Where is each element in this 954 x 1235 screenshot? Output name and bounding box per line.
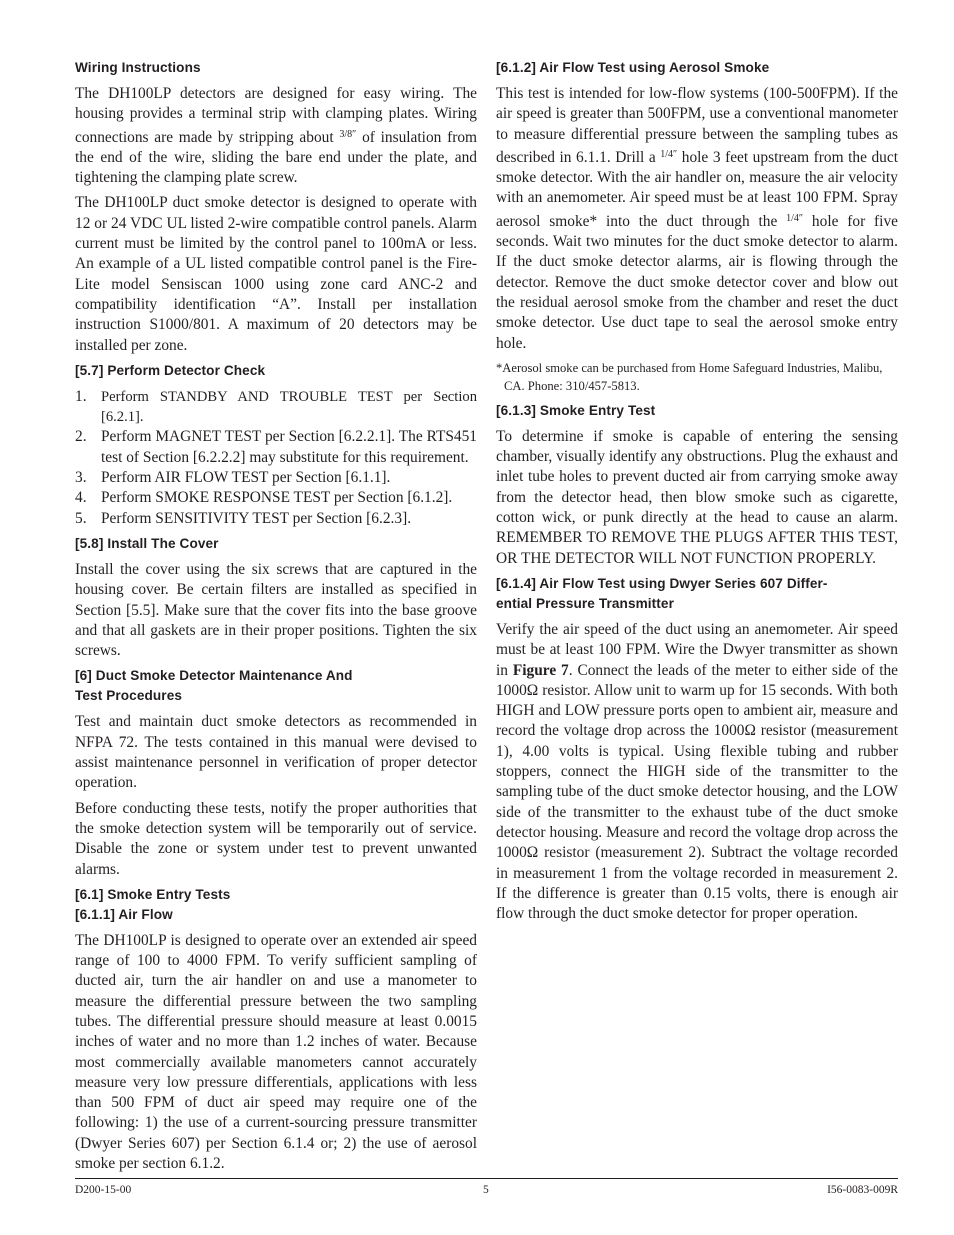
- install-cover-heading: [5.8] Install The Cover: [75, 535, 219, 551]
- document-code: D200-15-00: [75, 1184, 132, 1196]
- list-item: 4. Perform SMOKE RESPONSE TEST per Section [6.1.2].: [75, 489, 453, 507]
- maintenance-paragraph-1: Test and maintain duct smoke detectors as recommended in NFPA 72. The tests contained in this manual were devised to assist maintenance personnel in verification of proper detector operation.: [75, 713, 477, 792]
- air-flow-paragraph: The DH100LP is designed to operate over an extended air speed range of 100 to 4000 FPM. To verify sufficient sampling of ducted air, turn the air handler on and use a manometer to measure the differential pressure between the two sampling tubes. The differential pressure should measure at least 0.0015 inches of water and no more than 1.2 inches of water. Because most commercially available manometers cannot accurately measure very low pressure differentials, applications with less than 500 FPM of duct air speed may require one of the following: 1) the use of a current-sourcing pressure transmitter (Dwyer Series 607) per Section 6.1.4 or; 2) the use of aerosol smoke per section 6.1.2.: [75, 931, 477, 1173]
- list-item: 3. Perform AIR FLOW TEST per Section [6.1.1].: [75, 469, 391, 487]
- detector-check-heading: [5.7] Perform Detector Check: [75, 362, 266, 378]
- dwyer-test-heading: [6.1.4] Air Flow Test using Dwyer Series 607 Differ- ential Pressure Transmitter: [496, 575, 828, 611]
- maintenance-paragraph-2: Before conducting these tests, notify the proper authorities that the smoke detection system will be temporarily out of service. Disable the zone or system under test to prevent unwanted alarms.: [75, 799, 477, 878]
- list-item: 1. Perform STANDBY AND TROUBLE TEST per Section [6.2.1].: [75, 387, 477, 426]
- page-footer: [75, 1178, 898, 1196]
- wiring-heading: Wiring Instructions: [75, 60, 201, 75]
- wiring-paragraph-2: The DH100LP duct smoke detector is designed to operate with 12 or 24 VDC UL listed 2-wire compatible control panels. Alarm current must be limited by the control panel to 100mA or less. An example of a UL listed compatible control panel is the Fire-Lite model Sensiscan 1000 using zone card ANC-2 and compatibility identification “A”. Install per installation instruction S1000/801. A maximum of 20 detectors may be installed per zone.: [75, 194, 477, 354]
- maintenance-heading: [6] Duct Smoke Detector Maintenance And Test Procedures: [75, 668, 353, 704]
- fraction-three-eighths: 3/8″: [339, 128, 357, 140]
- page-number: 5: [483, 1184, 489, 1196]
- wiring-paragraph-1: The DH100LP detectors are designed for easy wiring. The housing provides a terminal strip with clamping plates. Wiring connections are made by stripping about $^{3/8''}$ of insulation from the end of the wire, sliding the bare end under the plate, and tightening the clamping plate screw.: [75, 85, 477, 187]
- install-cover-paragraph: Install the cover using the six screws that are captured in the housing cover. Be certain filters are installed as specified in Section [5.5]. Make sure that the cover fits into the base groove and that all gaskets are in their proper positions. Tighten the six screws.: [75, 560, 477, 660]
- right-column: [496, 58, 898, 929]
- fraction-one-quarter: 1/4″: [660, 148, 678, 160]
- list-item: 2. Perform MAGNET TEST per Section [6.2.2.1]. The RTS451 test of Section [6.2.2.2] may substitute for this requirement.: [75, 428, 477, 466]
- smoke-entry-test-paragraph: To determine if smoke is capable of entering the sensing chamber, visually identify any obstructions. Plug the exhaust and inlet tube holes to prevent ducted air from carrying smoke away from the detector head, then blow smoke such as cigarette, cotton wick, or punk directly at the head to cause an alarm. REMEMBER TO REMOVE THE PLUGS AFTER THIS TEST, OR THE DETECTOR WILL NOT FUNCTION PROPERLY.: [496, 427, 898, 567]
- left-column: [75, 58, 477, 1179]
- fraction-one-quarter: 1/4″: [786, 212, 804, 224]
- aerosol-test-paragraph: This test is intended for low-flow systems (100-500FPM). If the air speed is greater than 500FPM, use a conventional manometer to measure differential pressure between the sampling tubes as described in 6.1.1. Drill a $^{1/4''}$ hole 3 feet upstream from the duct smoke detector. With the air handler on, measure the air velocity with an anemometer. Air speed must be at least 100 FPM. Spray aerosol smoke* into the duct through the $^{1/4''}$ hole for five seconds. Wait two minutes for the duct smoke detector to alarm. If the duct smoke detector alarms, air is flowing through the detector. Remove the duct smoke detector cover and blow out the residual aerosol smoke from the chamber and reset the duct smoke detector. Use duct tape to seal the aerosol smoke entry hole.: [496, 85, 898, 352]
- smoke-entry-test-heading: [6.1.3] Smoke Entry Test: [496, 402, 656, 418]
- document-revision: I56-0083-009R: [827, 1184, 898, 1196]
- list-item: 5. Perform SENSITIVITY TEST per Section [6.2.3].: [75, 509, 412, 527]
- smoke-entry-tests-heading: [6.1] Smoke Entry Tests: [75, 886, 231, 902]
- aerosol-footnote: *Aerosol smoke can be purchased from Home Safeguard Industries, Malibu, CA. Phone: 310/457-5813.: [496, 360, 883, 393]
- figure-reference: Figure 7: [512, 661, 569, 679]
- aerosol-test-heading: [6.1.2] Air Flow Test using Aerosol Smoke: [496, 60, 770, 75]
- detector-check-list: [75, 387, 477, 529]
- dwyer-test-paragraph: Verify the air speed of the duct using an anemometer. Air speed must be at least 100 FPM. Wire the Dwyer transmitter as shown in Figure 7. Connect the leads of the meter to either side of the 1000Ω resistor. Allow unit to warm up for 15 seconds. With both HIGH and LOW pressure ports open to ambient air, measure and record the voltage drop across the 1000Ω resistor (measurement 1), 4.00 volts is typical. Using flexible tubing and rubber stoppers, connect the HIGH side of the transmitter to the sampling tube of the duct smoke detector housing, and the LOW side of the transmitter to the exhaust tube of the duct smoke detector housing. Measure and record the voltage drop across the 1000Ω resistor (measurement 2). Subtract the voltage recorded in measurement 1 from the voltage recorded in measurement 2. If the difference is greater than 0.15 volts, there is enough air flow through the duct smoke detector for proper operation.: [496, 620, 899, 923]
- air-flow-heading: [6.1.1] Air Flow: [75, 906, 173, 922]
